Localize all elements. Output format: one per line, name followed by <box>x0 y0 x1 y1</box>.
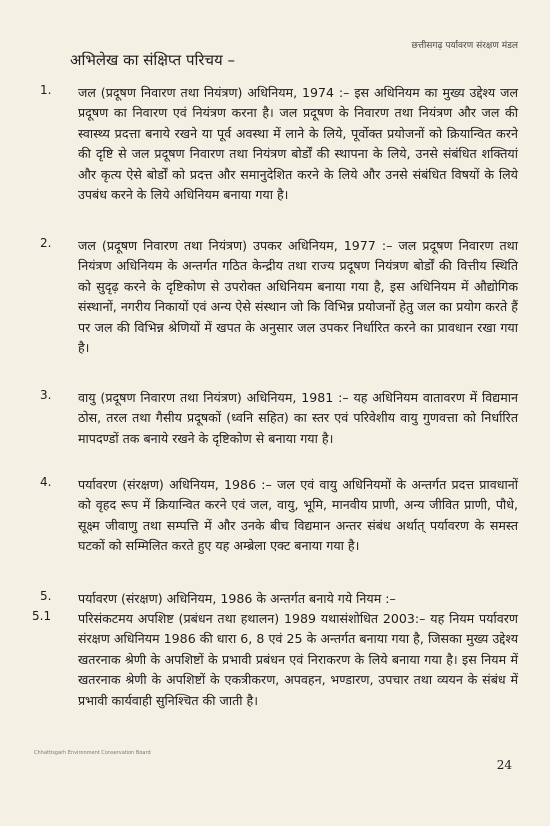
running-header: छत्तीसगढ़ पर्यावरण संरक्षण मंडल <box>411 41 518 51</box>
item-number: 2. <box>40 236 52 250</box>
item-text: पर्यावरण (संरक्षण) अधिनियम, 1986 के अन्तर्गत बनाये गये नियम :– <box>78 591 396 606</box>
item-text: पर्यावरण (संरक्षण) अधिनियम, 1986 :– जल एवं वायु अधिनियमों के अन्तर्गत प्रदत्त प्रावधानों को वृहद रूप में क्रियान्वित करने एवं जल, वायु, भूमि, मानवीय प्राणी, अन्य जीवित प्राणी, पौधे, सूक्ष्म जीवाणु तथा सम्पत्ति में और उनके बीच विद्यमान अन्तर संबंध अर्थात् पर्यावरण के समस्त घटकों को सम्मिलित करते हुए यह अम्ब्रेला एक्ट बनाया गया है। <box>78 477 518 554</box>
item-number: 3. <box>40 388 52 402</box>
footer-note: Chhattisgarh Environment Conservation Board <box>34 750 151 756</box>
item-text: जल (प्रदूषण निवारण तथा नियंत्रण) अधिनियम, 1974 :– इस अधिनियम का मुख्य उद्देश्य जल प्रदूषण का निवारण एवं नियंत्रण करना है। जल प्रदूषण के निवारण तथा नियंत्रण और जल की स्वास्थ्य प्रदत्ता बनाये रखने या पूर्व अवस्था में लाने के लिये, पूर्वोक्त प्रयोजनों को क्रियान्वित करने की दृष्टि से जल प्रदूषण निवारण तथा नियंत्रण बोर्डों की स्थापना के लिये, उनसे संबंधित शक्तियां और कृत्य ऐसे बोर्डों को प्रदत्त और समानुदेशित करने के लिये और उनसे संबंधित विषयों के लिये उपबंध करने के लिये अधिनियम बनाया गया है। <box>78 85 518 203</box>
item-number: 5.1 <box>32 609 52 623</box>
item-number: 4. <box>40 475 52 489</box>
item-text: वायु (प्रदूषण निवारण तथा नियंत्रण) अधिनियम, 1981 :– यह अधिनियम वातावरण में विद्यमान ठोस, तरल तथा गैसीय प्रदूषकों (ध्वनि सहित) का स्तर एवं परिवेशीय वायु गुणवत्ता को निर्धारित मापदण्डों तक बनाये रखने के दृष्टिकोण से बनाया गया है। <box>78 390 518 446</box>
page-number: 24 <box>496 758 512 772</box>
item-text: जल (प्रदूषण निवारण तथा नियंत्रण) उपकर अधिनियम, 1977 :– जल प्रदूषण निवारण तथा नियंत्रण अधिनियम के अन्तर्गत गठित केन्द्रीय तथा राज्य प्रदूषण नियंत्रण बोर्डों की वित्तीय स्थिति को सुदृढ़ करने के दृष्टिकोण से उपरोक्त अधिनियम बनाया गया है, इस अधिनियम में औद्योगिक संस्थानों, नगरीय निकायों एवं अन्य ऐसे संस्थान जो कि विभिन्न प्रयोजनों हेतु जल का प्रयोग करते हैं पर जल की विभिन्न श्रेणियों में खपत के अनुसार जल उपकर निर्धारित करने का प्रावधान रखा गया है। <box>78 238 518 356</box>
section-title: अभिलेख का संक्षिप्त परिचय – <box>70 51 236 69</box>
list-item-2 <box>20 236 518 358</box>
item-number: 5. <box>40 589 52 603</box>
item-number: 1. <box>40 83 52 97</box>
list-item-5-1 <box>20 609 518 711</box>
list-item-1 <box>20 83 518 205</box>
list-item-3 <box>20 388 518 449</box>
item-text: परिसंकटमय अपशिष्ट (प्रबंधन तथा हथालन) 1989 यथासंशोधित 2003:– यह नियम पर्यावरण संरक्षण अधिनियम 1986 की धारा 6, 8 एवं 25 के अन्तर्गत बनाया गया है, जिसका मुख्य उद्देश्य खतरनाक श्रेणी के अपशिष्टों के प्रभावी प्रबंधन एवं निराकरण के लिये बनाया गया है। इस नियम में खतरनाक श्रेणी के अपशिष्टों के एकत्रीकरण, अपवहन, भण्डारण, उपचार तथा व्ययन के संबंध में प्रभावी कार्यवाही सुनिश्चित की जाती है। <box>78 611 518 708</box>
list-item-5 <box>20 589 518 609</box>
list-item-4 <box>20 475 518 557</box>
